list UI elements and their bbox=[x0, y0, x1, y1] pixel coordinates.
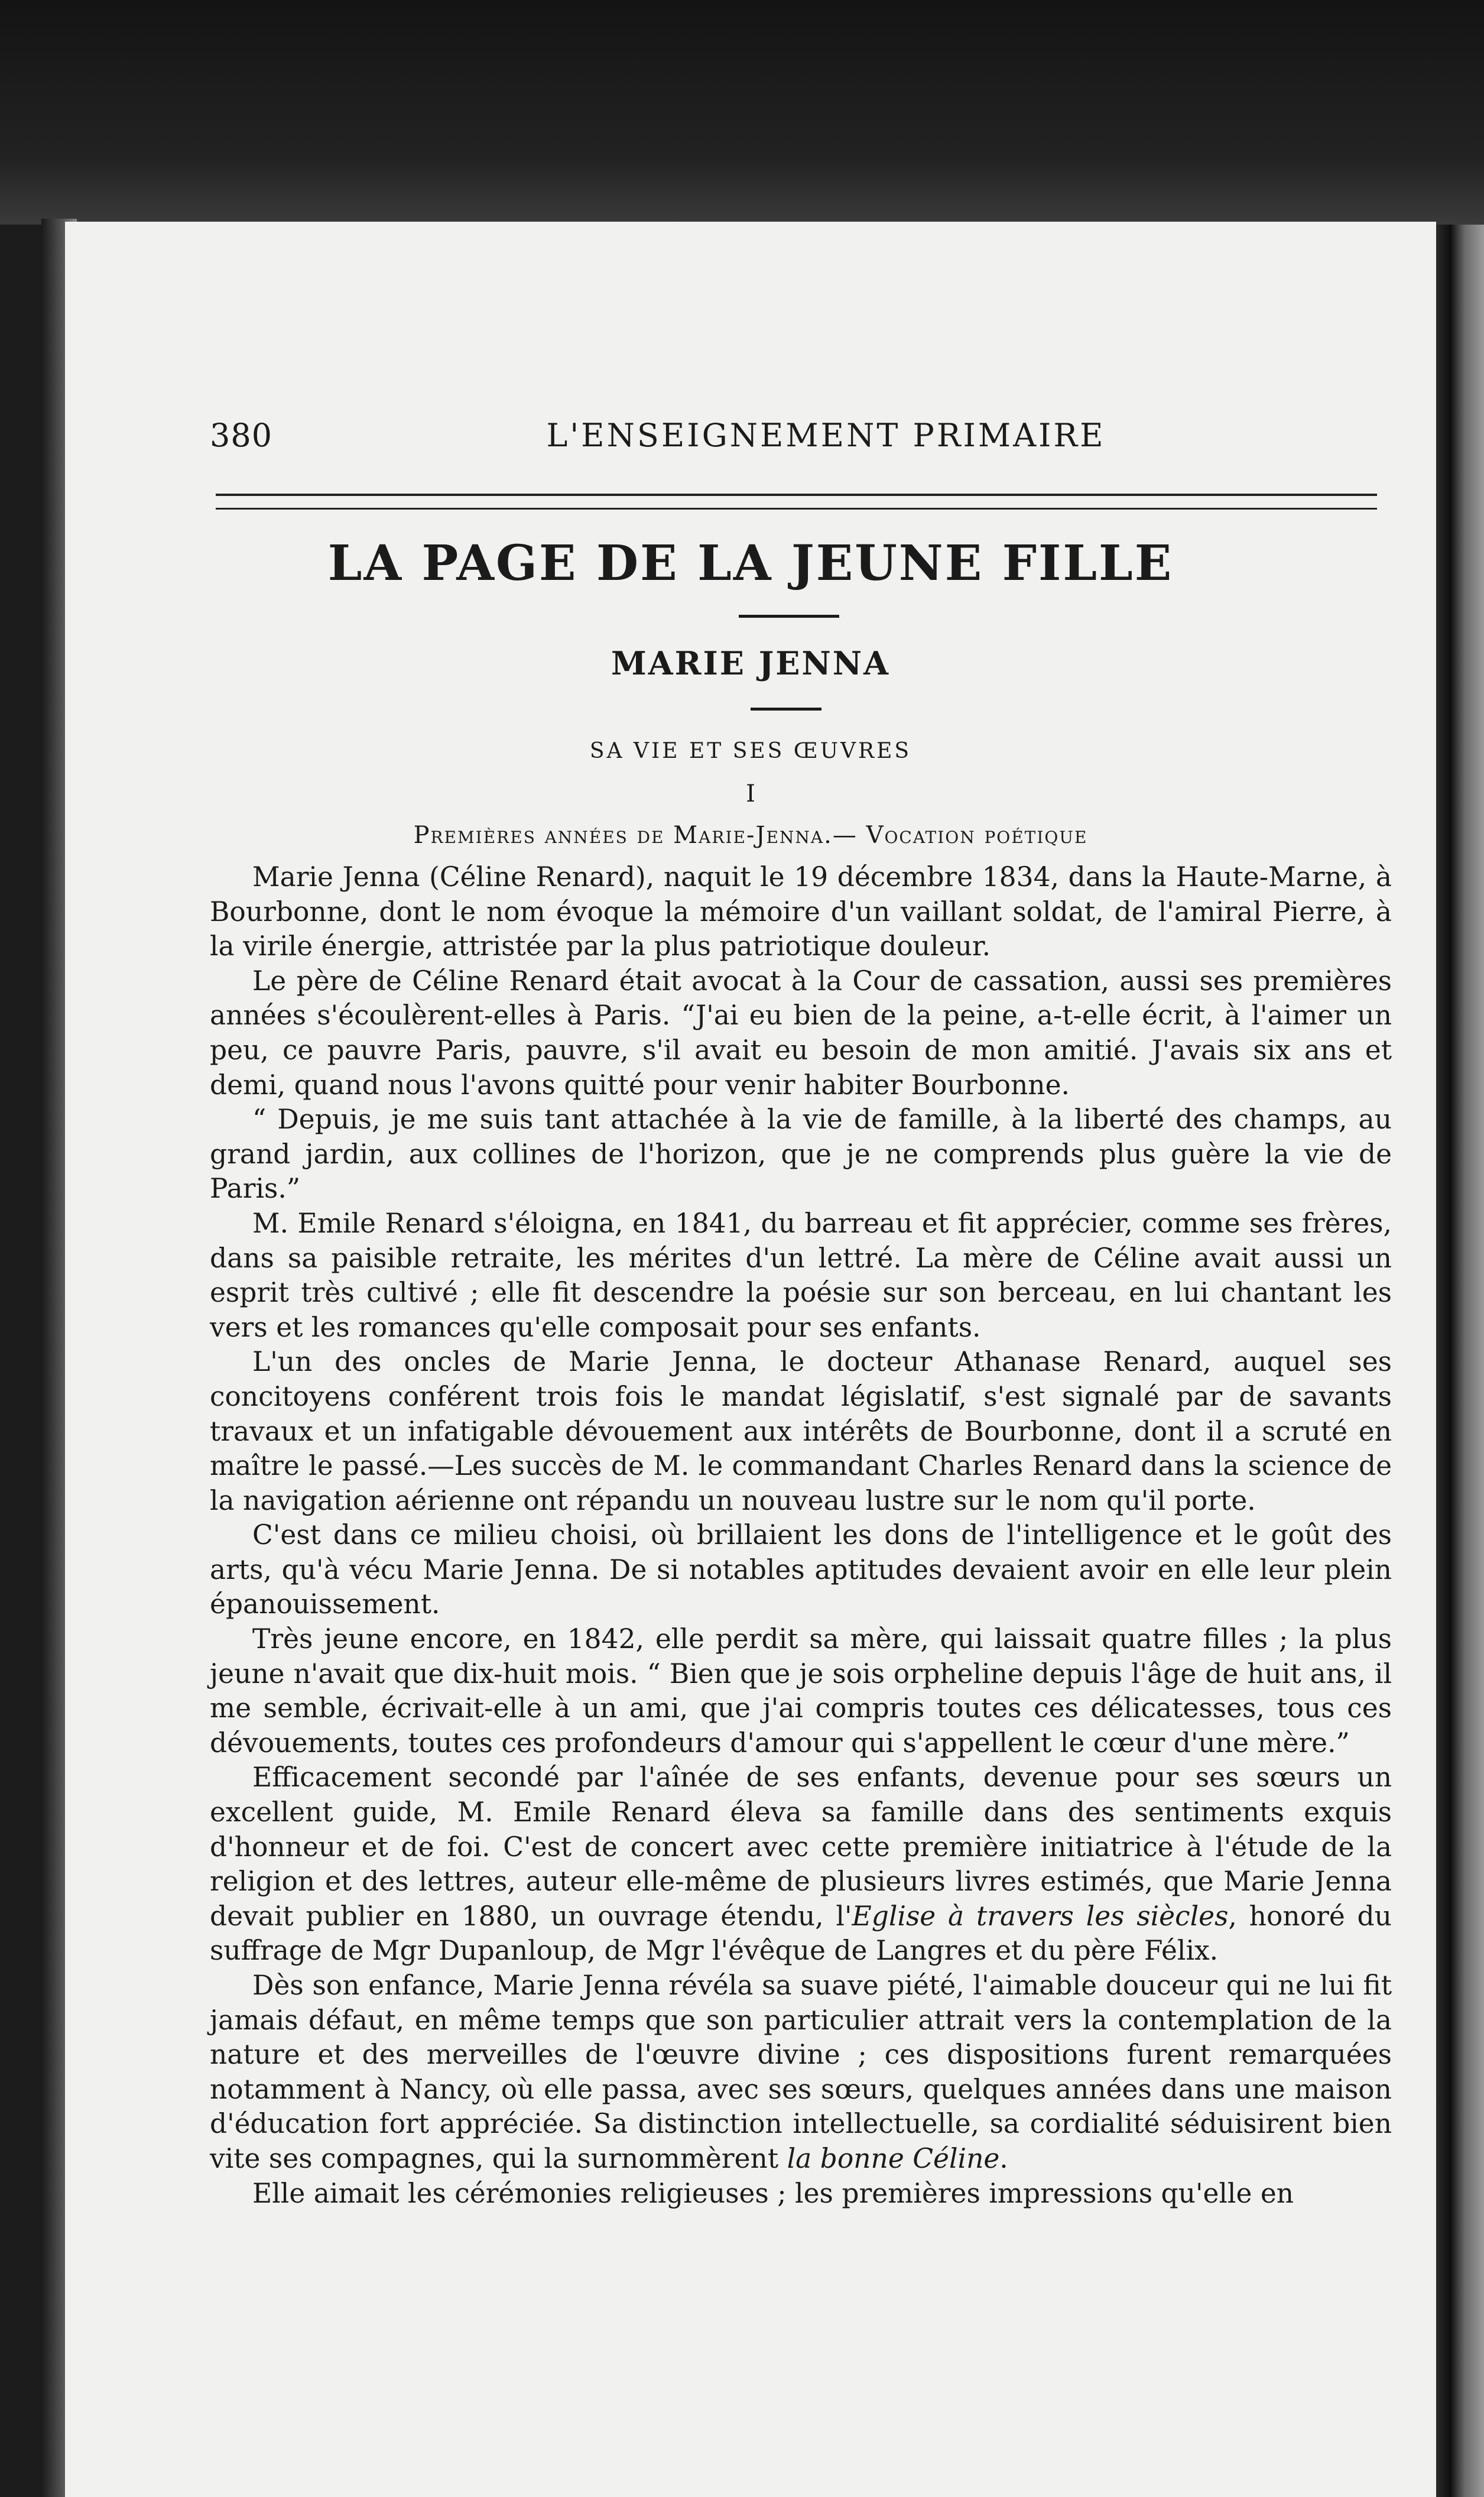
running-head bbox=[210, 417, 1389, 470]
author-name: MARIE JENNA bbox=[611, 644, 891, 682]
paragraph: L'un des oncles de Marie Jenna, le docteur Athanase Renard, auquel ses concitoyens conférent trois fois le mandat législatif, s'est signalé par de savants travaux et un infatigable dévouement aux intérêts de Bourbonne, dont il a scruté en maître le passé.—Les succès de M. le commandant Charles Renard dans la science de la navigation aérienne ont répandu un nouveau lustre sur le nom qu'il porte. bbox=[210, 1346, 1392, 1516]
paragraph: Très jeune encore, en 1842, elle perdit sa mère, qui laissait quatre filles ; la plus jeune n'avait que dix-huit mois. “ Bien que je sois orpheline depuis l'âge de huit ans, il me semble, écrivait-elle à un ami, que j'ai compris toutes ces délicatesses, tous ces dévouements, toutes ces profondeurs d'amour qui s'appellent le cœur d'une mère.” bbox=[210, 1623, 1392, 1759]
header-double-rule bbox=[216, 494, 1377, 510]
paragraph-text: Efficacement secondé par l'aînée de ses enfants, devenue pour ses sœurs un excellent guide, M. Emile Renard éleva sa famille dans des sentiments exquis d'honneur et de foi. C'est de concert avec cette première initiatrice à l'étude de la religion et des lettres, auteur elle-même de plusieurs livres estimés, que Marie Jenna devait publier en 1880, un ouvrage étendu, l' bbox=[210, 1762, 1392, 1932]
paragraph: Marie Jenna (Céline Renard), naquit le 19 décembre 1834, dans la Haute-Marne, à Bourbonne, dont le nom évoque la mémoire d'un vaillant soldat, de l'amiral Pierre, à la virile énergie, attristée par la plus patriotique douleur. bbox=[210, 861, 1392, 962]
paragraph: Elle aimait les cérémonies religieuses ; les premières impressions qu'elle en bbox=[252, 2177, 1294, 2209]
author-rule bbox=[751, 708, 821, 711]
section-number: I bbox=[746, 780, 755, 808]
paragraph-text: , honoré du suffrage de Mgr Dupanloup, de Mgr l'évêque de Langres et du père Félix. bbox=[210, 1900, 1392, 1967]
article-title: LA PAGE DE LA JEUNE FILLE bbox=[327, 535, 1174, 592]
paragraph: C'est dans ce milieu choisi, où brillaient les dons de l'intelligence et le goût des arts, qu'à vécu Marie Jenna. De si notables aptitudes devaient avoir en elle leur plein épanouissement. bbox=[210, 1519, 1392, 1620]
journal-title: L'ENSEIGNEMENT PRIMAIRE bbox=[546, 417, 1106, 454]
paragraph bbox=[210, 1760, 1392, 1969]
paragraph: M. Emile Renard s'éloigna, en 1841, du barreau et fit apprécier, comme ses frères, dans sa paisible retraite, les mérites d'un lettré. La mère de Céline avait aussi un esprit très cultivé ; elle fit descendre la poésie sur son berceau, en lui chantant les vers et les romances qu'elle composait pour ses enfants. bbox=[210, 1207, 1392, 1343]
title-rule bbox=[739, 615, 839, 618]
right-page-edge bbox=[1436, 225, 1484, 2497]
scan-background bbox=[0, 0, 1484, 225]
page-number: 380 bbox=[210, 417, 273, 454]
section-heading: Premières années de Marie-Jenna.— Vocation poétique bbox=[413, 822, 1088, 849]
article-body bbox=[210, 860, 1392, 2211]
paragraph-text: Dès son enfance, Marie Jenna révéla sa suave piété, l'aimable douceur qui ne lui fit jamais défaut, en même temps que son particulier attrait vers la contemplation de la nature et des merveilles de l'œuvre divine ; ces dispositions furent remarquées notamment à Nancy, où elle passa, avec ses sœurs, quelques années dans une maison d'éducation fort appréciée. Sa distinction intellectuelle, sa cordialité séduisirent bien vite ses compagnes, qui la surnommèrent bbox=[210, 1970, 1392, 2174]
book-title: Eglise à travers les siècles bbox=[852, 1900, 1229, 1932]
paragraph bbox=[210, 1969, 1392, 2177]
article-subtitle: SA VIE ET SES ŒUVRES bbox=[589, 739, 912, 763]
paragraph-text: . bbox=[999, 2142, 1008, 2174]
book-page bbox=[65, 222, 1436, 2497]
paragraph: “ Depuis, je me suis tant attachée à la vie de famille, à la liberté des champs, au grand jardin, aux collines de l'horizon, que je ne comprends plus guère la vie de Paris.” bbox=[210, 1104, 1392, 1205]
nickname: la bonne Céline bbox=[787, 2142, 1000, 2174]
paragraph: Le père de Céline Renard était avocat à la Cour de cassation, aussi ses premières années s'écoulèrent-elles à Paris. “J'ai eu bien de la peine, a-t-elle écrit, à l'aimer un peu, ce pauvre Paris, pauvre, s'il avait eu besoin de mon amitié. J'avais six ans et demi, quand nous l'avons quitté pour venir habiter Bourbonne. bbox=[210, 965, 1392, 1101]
